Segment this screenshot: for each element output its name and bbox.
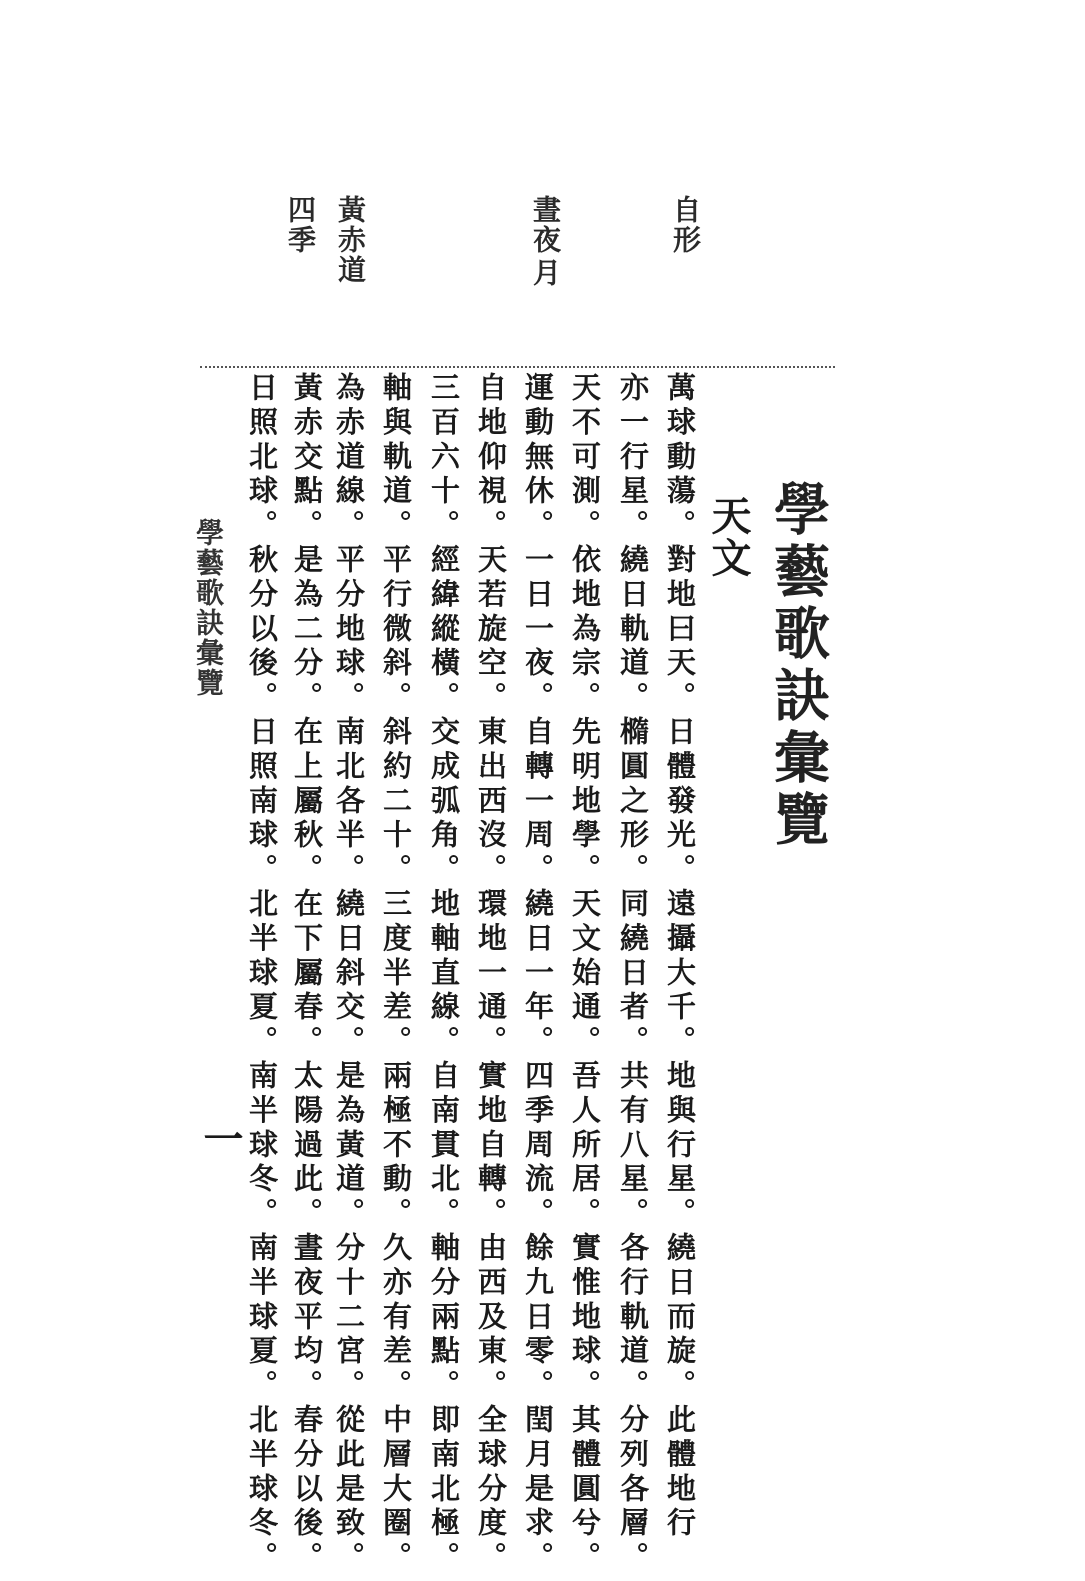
text-column-9: 黃赤交點。是為二分。在上屬秋。在下屬春。太陽過此。晝夜平均。春分以後。 <box>290 372 324 1576</box>
text-column-10: 日照北球。秋分以後。日照南球。北半球夏。南半球冬。南半球夏。北半球冬。 <box>245 372 279 1576</box>
text-column-2: 亦一行星。繞日軌道。橢圓之形。同繞日者。共有八星。各行軌道。分列各層。 <box>616 372 650 1576</box>
text-column-7: 軸與軌道。平行微斜。斜約二十。三度半差。兩極不動。久亦有差。中層大圈。 <box>379 372 413 1576</box>
margin-note-1: 自形 <box>669 195 702 255</box>
book-title: 學藝歌訣彙覽 <box>765 480 831 852</box>
margin-note-2: 晝夜 <box>529 195 562 255</box>
text-column-6: 三百六十。經緯縱橫。交成弧角。地軸直線。自南貫北。軸分兩點。即南北極。 <box>427 372 461 1576</box>
margin-note-3: 月 <box>529 258 562 288</box>
text-column-5: 自地仰視。天若旋空。東出西沒。環地一通。實地自轉。由西及東。全球分度。 <box>474 372 508 1576</box>
margin-note-4: 黃赤道 <box>334 195 367 285</box>
page-number: 一 <box>197 1118 244 1158</box>
text-column-4: 運動無休。一日一夜。自轉一周。繞日一年。四季周流。餘九日零。閏月是求。 <box>521 372 555 1576</box>
margin-note-5: 四季 <box>284 195 317 255</box>
text-column-1: 萬球動蕩。對地曰天。日體發光。遠攝大千。地與行星。繞日而旋。此體地行 <box>663 372 697 1542</box>
text-column-3: 天不可測。依地為宗。先明地學。天文始通。吾人所居。實惟地球。其體圓兮。 <box>568 372 602 1576</box>
running-head: 學藝歌訣彙覽 <box>192 518 225 698</box>
divider-rule <box>200 366 835 368</box>
section-heading: 天文 <box>705 495 752 579</box>
text-column-8: 為赤道線。平分地球。南北各半。繞日斜交。是為黃道。分十二宮。從此是致。 <box>332 372 366 1576</box>
